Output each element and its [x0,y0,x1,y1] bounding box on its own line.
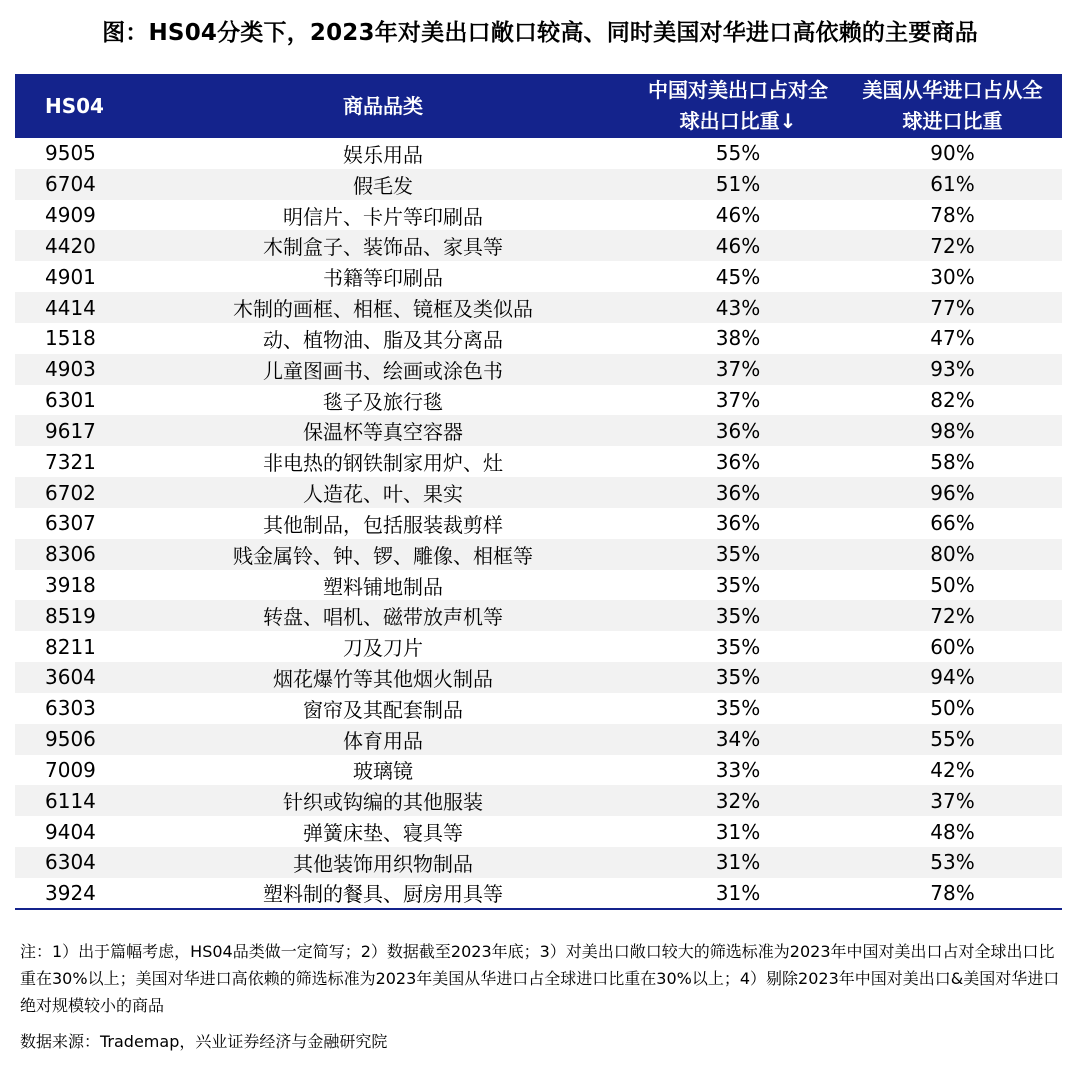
cell-export-share: 31% [633,878,843,909]
cell-hs-code: 4420 [45,233,96,258]
cell-category: 玻璃镜 [353,759,413,784]
cell-hs-code: 7321 [45,449,96,474]
cell-export-share: 35% [715,573,761,597]
cell-import-share: 98% [930,418,975,443]
cell-export-share: 35% [715,542,761,567]
cell-export-share: 43% [715,295,761,320]
cell-category: 假毛发 [353,173,413,198]
cell-category: 保温杯等真空容器 [303,420,463,445]
cell-export-share: 35% [715,634,761,659]
footnote: 注：1）出于篇幅考虑，HS04品类做一定简写；2）数据截至2023年底；3）对美出口敞口较大的筛选标准为2023年中国对美出口占对全球出口比重在30%以上；美国对华进口高依赖的筛选标准为2023年美国从华进口占全球进口比重在30%以上；4）剔除2023年中国对美出口&美国对华进口绝对规模较小的商品 [20,942,1060,1015]
header-hs04: HS04 [45,93,104,118]
cell-hs-code: 6704 [45,172,96,197]
cell-import-share: 53% [930,850,975,875]
cell-hs-code: 9617 [45,418,96,443]
cell-import-share: 61% [930,172,975,197]
cell-category: 书籍等印刷品 [323,266,443,291]
header-export-share-line2: 球出口比重↓ [679,109,797,133]
cell-category: 刀及刀片 [343,636,423,661]
cell-import-share: 58% [930,449,975,474]
cell-hs-code: 3918 [45,573,96,597]
header-import-share-line1: 美国从华进口占从全 [862,78,1043,102]
cell-export-share: 36% [715,480,761,505]
cell-export-share: 45% [715,264,761,289]
table-row [15,292,1062,323]
cell-category: 木制的画框、相框、镜框及类似品 [233,297,533,322]
table-header-row [15,74,1062,138]
cell-hs-code: 6307 [45,511,96,536]
table-row [15,847,1062,878]
cell-export-share: 38% [715,326,761,351]
cell-hs-code: 4414 [45,295,96,320]
table-row [15,385,1062,416]
table-row [15,878,1062,909]
cell-import-share: 30% [930,264,975,289]
cell-import-share: 42% [930,757,975,782]
cell-hs-code: 7009 [45,757,96,782]
cell-hs-code: 3924 [15,878,133,909]
table-row [15,724,1062,755]
cell-hs-code: 9505 [45,141,96,166]
cell-category: 明信片、卡片等印刷品 [283,204,483,229]
cell-export-share: 36% [715,449,761,474]
cell-export-share: 35% [715,665,761,690]
cell-hs-code: 6303 [45,696,96,721]
cell-export-share: 55% [715,141,761,166]
cell-export-share: 31% [715,819,761,844]
cell-category: 其他制品，包括服装裁剪样 [263,512,503,537]
cell-category: 塑料铺地制品 [323,574,443,599]
cell-export-share: 34% [715,727,761,752]
table-row [15,477,1062,508]
cell-hs-code: 4903 [45,357,96,382]
table-row [15,230,1062,261]
table-row [15,539,1062,570]
cell-category: 弹簧床垫、寝具等 [303,821,463,846]
table-row [15,785,1062,816]
header-import-share-line2: 球进口比重 [902,109,1003,133]
cell-export-share: 36% [715,511,761,536]
cell-hs-code: 3604 [45,665,96,690]
cell-hs-code: 6304 [45,850,96,875]
table-row [15,693,1062,724]
page-title: 图：HS04分类下，2023年对美出口敞口较高、同时美国对华进口高依赖的主要商品 [102,20,978,46]
cell-category: 转盘、唱机、磁带放声机等 [263,605,503,630]
cell-hs-code: 8519 [45,603,96,628]
cell-import-share: 94% [930,665,975,690]
cell-import-share: 72% [930,233,975,258]
cell-hs-code: 4909 [45,203,96,228]
cell-export-share: 37% [715,388,761,413]
table-row [15,816,1062,847]
cell-export-share: 36% [715,418,761,443]
table-body [15,138,1062,909]
cell-import-share: 90% [930,141,975,166]
cell-hs-code: 6301 [45,388,96,413]
cell-category: 贱金属铃、钟、锣、雕像、相框等 [233,543,533,568]
cell-import-share: 93% [930,357,975,382]
cell-export-share: 35% [715,696,761,721]
cell-import-share: 77% [930,295,975,320]
cell-import-share: 37% [930,788,975,813]
cell-export-share: 32% [715,788,761,813]
cell-import-share: 48% [930,819,975,844]
cell-import-share: 78% [843,878,1062,909]
cell-hs-code: 9506 [45,727,96,752]
cell-import-share: 50% [930,696,975,721]
table-row [15,354,1062,385]
cell-hs-code: 1518 [45,326,96,351]
cell-import-share: 55% [930,727,975,752]
cell-hs-code: 8211 [45,634,96,659]
header-export-share-line1: 中国对美出口占对全 [648,78,828,102]
cell-category: 儿童图画书、绘画或涂色书 [263,358,503,383]
header-export-share [633,74,843,138]
cell-category: 非电热的钢铁制家用炉、灶 [263,451,503,476]
cell-export-share: 33% [715,757,761,782]
cell-hs-code: 9404 [45,819,96,844]
table-row [15,600,1062,631]
cell-category: 塑料制的餐具、厨房用具等 [133,878,633,909]
header-import-share [843,74,1062,138]
cell-export-share: 51% [715,172,761,197]
cell-category: 毯子及旅行毯 [323,389,443,414]
cell-import-share: 47% [930,326,975,351]
cell-import-share: 96% [930,480,975,505]
cell-import-share: 72% [930,603,975,628]
table-row [15,662,1062,693]
cell-hs-code: 8306 [45,542,96,567]
cell-import-share: 60% [930,634,975,659]
cell-category: 针织或钩编的其他服装 [283,790,483,815]
cell-import-share: 82% [930,388,975,413]
cell-category: 木制盒子、装饰品、家具等 [263,235,503,260]
table-row [15,415,1062,446]
data-source: 数据来源：Trademap，兴业证券经济与金融研究院 [20,1032,388,1051]
cell-category: 烟花爆竹等其他烟火制品 [273,666,493,691]
table-row [15,323,1062,354]
cell-hs-code: 6702 [45,480,96,505]
cell-category: 娱乐用品 [343,142,423,167]
table-row [15,570,1062,601]
table-row [15,631,1062,662]
table-row [15,261,1062,292]
table-row [15,755,1062,786]
cell-category: 人造花、叶、果实 [303,482,463,507]
commodity-table [15,74,1062,910]
cell-hs-code: 6114 [45,788,96,813]
cell-export-share: 46% [715,203,761,228]
cell-export-share: 46% [715,233,761,258]
cell-hs-code: 4901 [45,264,96,289]
cell-export-share: 31% [715,850,761,875]
cell-category: 动、植物油、脂及其分离品 [263,327,503,352]
cell-import-share: 78% [930,203,975,228]
cell-import-share: 50% [930,573,975,597]
table-row [15,508,1062,539]
table-row [15,446,1062,477]
cell-category: 窗帘及其配套制品 [303,697,463,722]
cell-import-share: 66% [930,511,975,536]
cell-category: 其他装饰用织物制品 [293,851,473,876]
header-category: 商品品类 [343,93,423,118]
cell-category: 体育用品 [343,728,423,753]
table-row [15,200,1062,231]
cell-import-share: 80% [930,542,975,567]
cell-export-share: 35% [715,603,761,628]
table-row [15,138,1062,169]
table-row [15,169,1062,200]
cell-export-share: 37% [715,357,761,382]
